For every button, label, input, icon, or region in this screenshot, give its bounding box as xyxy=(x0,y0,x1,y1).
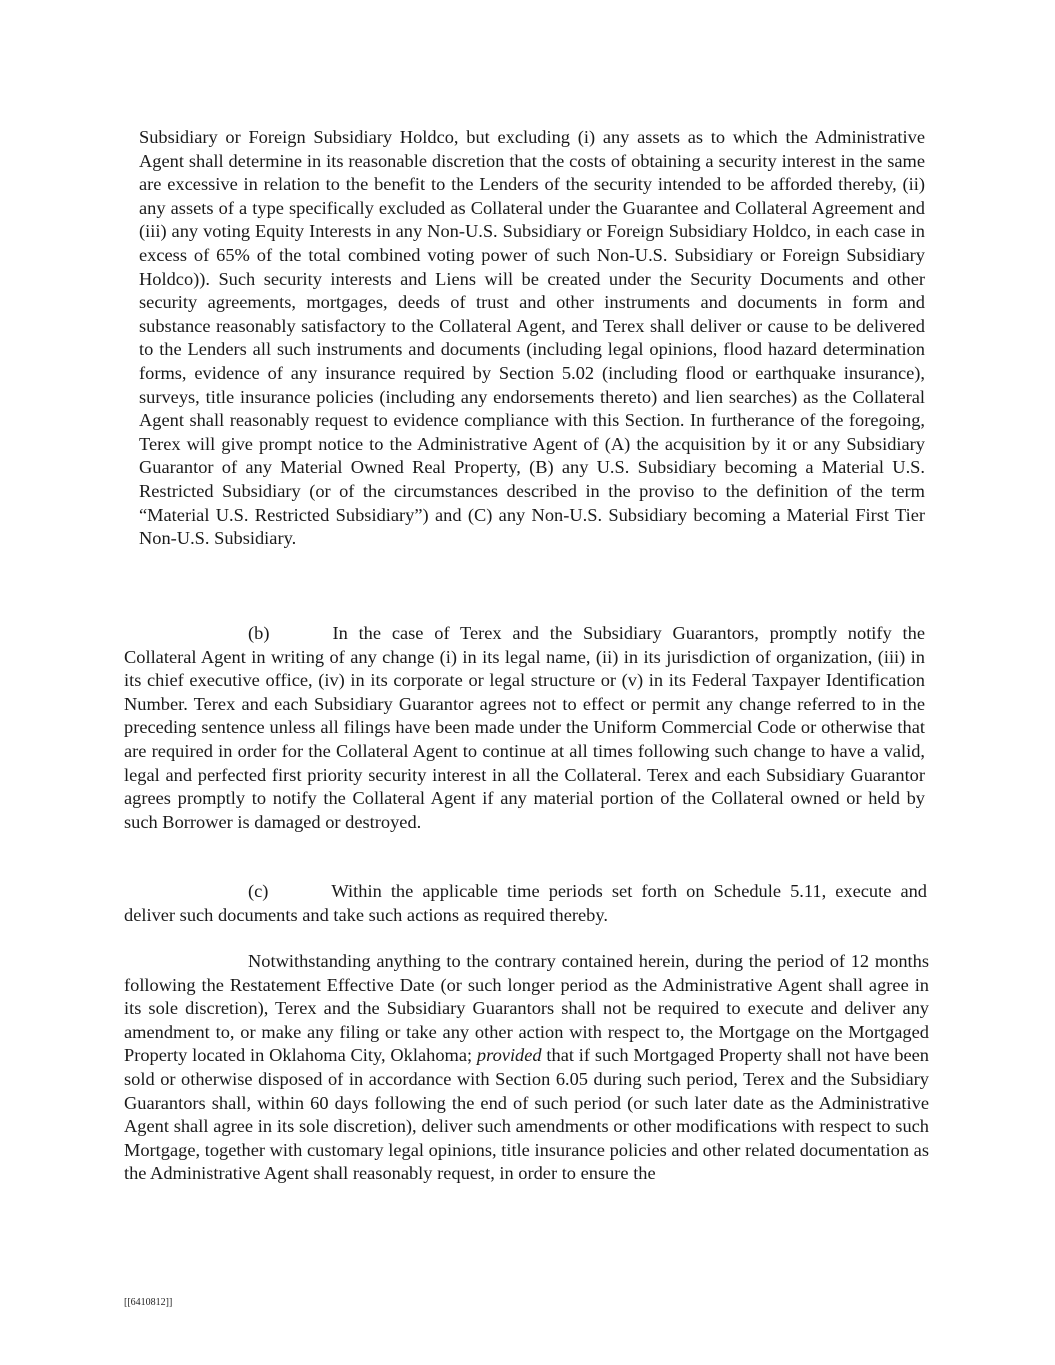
clause-b-paragraph xyxy=(124,622,925,834)
clause-c-paragraph xyxy=(124,880,927,927)
notwithstanding-paragraph xyxy=(124,950,929,1186)
clause-c-marker: (c) xyxy=(248,881,269,901)
notwithstanding-text-start: Notwithstanding anything to the contrary contained herein, during the period of 12 months following the Restatement Effective Date (or such longer period as the Administrative Agent shall agree in its sole discretion), Terex and the Subsidiary Guarantors shall not be required to execute and deliver any amendment to, or make any filing or take any other action with respect to, the Mortgage on the Mortgaged Property located in Oklahoma City, Oklahoma; xyxy=(124,951,929,1066)
continuation-paragraph: Subsidiary or Foreign Subsidiary Holdco, but excluding (i) any assets as to which the Administrative Agent shall determine in its reasonable discretion that the costs of obtaining a security interest in the same are excessive in relation to the benefit to the Lenders of the security intended to be afforded thereby, (ii) any assets of a type specifically excluded as Collateral under the Guarantee and Collateral Agreement and (iii) any voting Equity Interests in any Non-U.S. Subsidiary or Foreign Subsidiary Holdco, in each case in excess of 65% of the total combined voting power of such Non-U.S. Subsidiary or Foreign Subsidiary Holdco)). Such security interests and Liens will be created under the Security Documents and other security agreements, mortgages, deeds of trust and other instruments and documents in form and substance reasonably satisfactory to the Collateral Agent, and Terex shall deliver or cause to be delivered to the Lenders all such instruments and documents (including legal opinions, flood hazard determination forms, evidence of any insurance required by Section 5.02 (including flood or earthquake insurance), surveys, title insurance policies (including any endorsements thereto) and lien searches) as the Collateral Agent shall reasonably request to evidence compliance with this Section. In furtherance of the foregoing, Terex will give prompt notice to the Administrative Agent of (A) the acquisition by it or any Subsidiary Guarantor of any Material Owned Real Property, (B) any U.S. Subsidiary becoming a Material U.S. Restricted Subsidiary (or of the circumstances described in the proviso to the definition of the term “Material U.S. Restricted Subsidiary”) and (C) any Non-U.S. Subsidiary becoming a Material First Tier Non-U.S. Subsidiary. xyxy=(139,127,925,549)
footer-document-id: [[6410812]] xyxy=(124,1297,173,1308)
notwithstanding-text-end: that if such Mortgaged Property shall not have been sold or otherwise disposed of in accordance with Section 6.05 during such period, Terex and the Subsidiary Guarantors shall, within 60 days following the end of such period (or such later date as the Administrative Agent shall agree in its sole discretion), deliver such amendments or other modifications with respect to such Mortgage, together with customary legal opinions, title insurance policies and other related documentation as the Administrative Agent shall reasonably request, in order to ensure the xyxy=(124,1045,929,1184)
provided-italic: provided xyxy=(476,1045,542,1066)
clause-b-text: In the case of Terex and the Subsidiary Guarantors, promptly notify the Collateral Agent in writing of any change (i) in its legal name, (ii) in its jurisdiction of organization, (iii) in its chief executive office, (iv) in its corporate or legal structure or (v) in its Federal Taxpayer Identification Number. Terex and each Subsidiary Guarantor agrees not to effect or permit any change referred to in the preceding sentence unless all filings have been made under the Uniform Commercial Code or otherwise that are required in order for the Collateral Agent to continue at all times following such change to have a valid, legal and perfected first priority security interest in all the Collateral. Terex and each Subsidiary Guarantor agrees promptly to notify the Collateral Agent if any material portion of the Collateral owned or held by such Borrower is damaged or destroyed. xyxy=(124,623,925,832)
clause-b-marker: (b) xyxy=(248,623,270,643)
clause-c-text: Within the applicable time periods set forth on Schedule 5.11, execute and deliver such documents and take such actions as required thereby. xyxy=(124,881,927,925)
